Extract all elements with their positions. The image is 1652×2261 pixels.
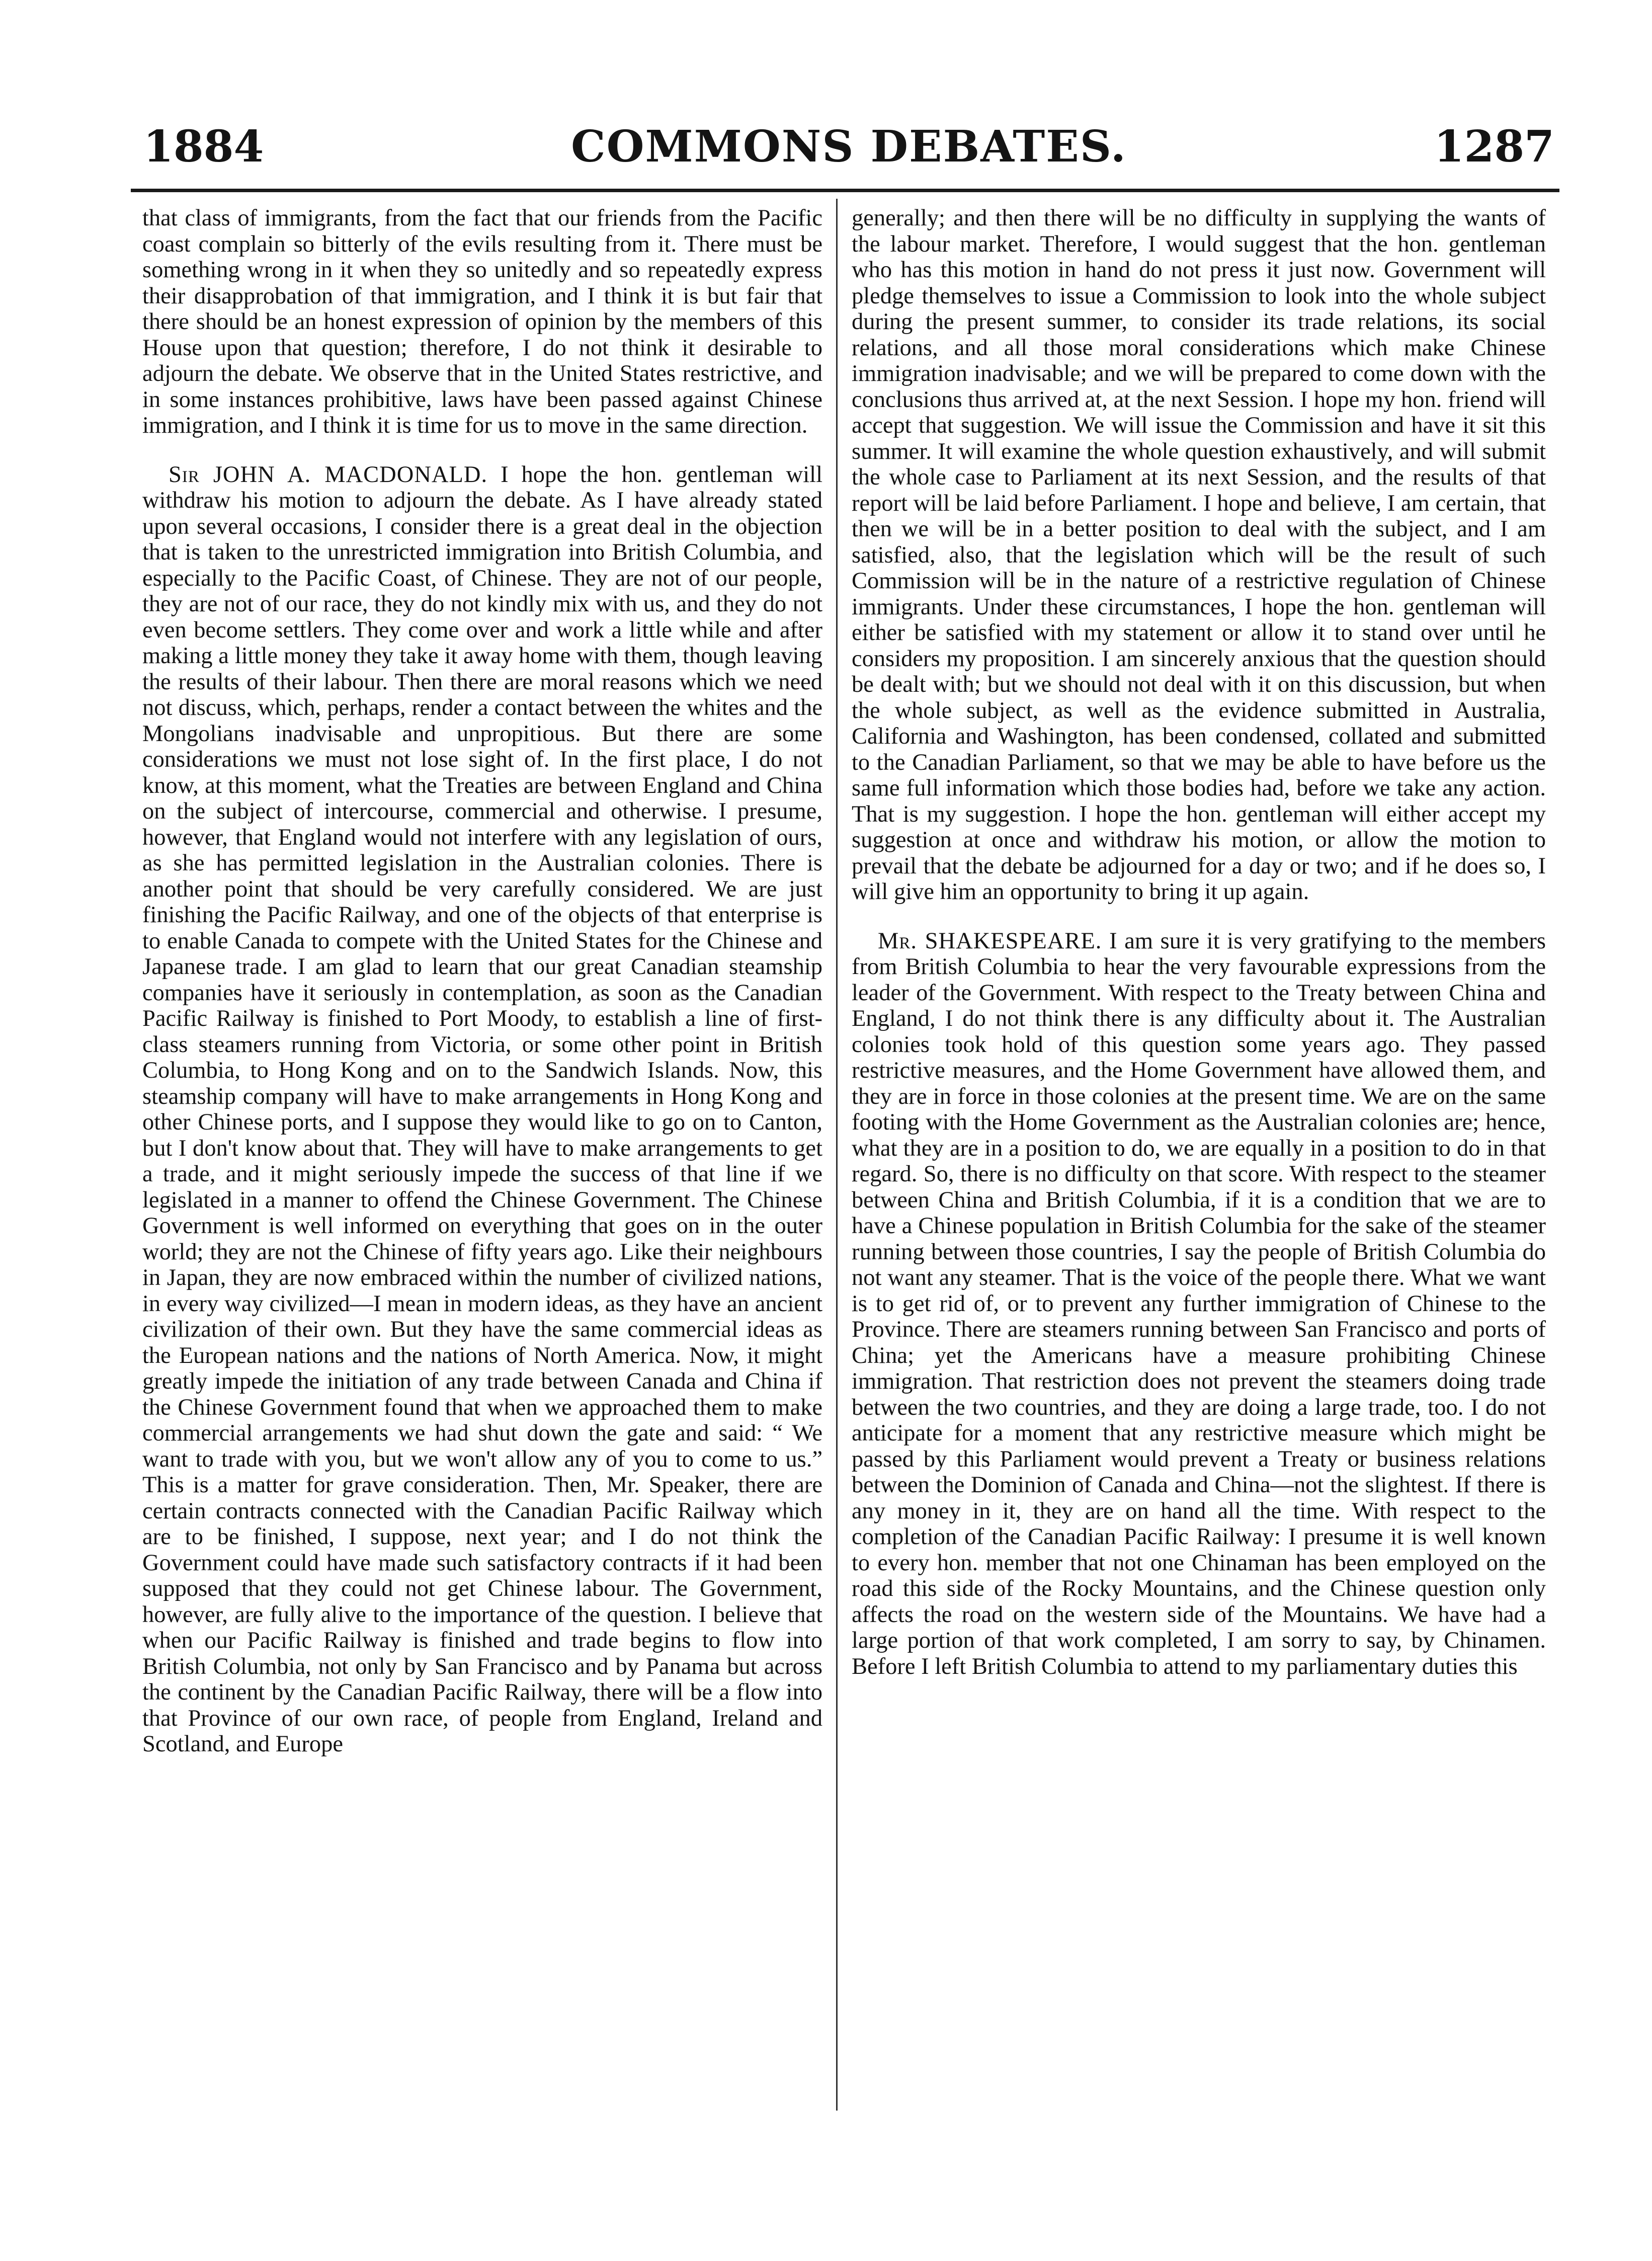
left-continuation-paragraph: that class of immigrants, from the fact that our friends from the Pacific coast complain so bitterly of the evils resulting from it. There must be something wrong in it when they so unitedly and so repeatedly express their disapprobation of that immigration, and I think it is but fair that there should be an honest expression of opinion by the members of this House upon that question; therefore, I do not think it desirable to adjourn the debate. We observe that in the United States restrictive, and in some instances prohibitive, laws have been passed against Chinese immigration, and I think it is time for us to move in the same direction. — [142, 205, 822, 438]
speech-macdonald — [142, 462, 822, 1757]
page-header — [143, 117, 1554, 177]
speaker-name: Mr. SHAKESPEARE. — [878, 928, 1102, 954]
header-page-number: 1287 — [1434, 121, 1554, 172]
speech-text: I hope the hon. gentleman will withdraw his motion to adjourn the debate. As I have already stated upon several occasions, I consider there is a great deal in the objection that is taken to the unrestricted immigration into British Columbia, and especially to the Pacific Coast, of Chinese. They are not of our people, they are not of our race, they do not kindly mix with us, and they do not even become settlers. They come over and work a little while and after making a little money they take it away home with them, though leaving the results of their labour. Then there are moral reasons which we need not discuss, which, perhaps, render a contact between the whites and the Mongolians inadvisable and unpropitious. But there are some considerations we must not lose sight of. In the first place, I do not know, at this moment, what the Treaties are between England and China on the subject of intercourse, commercial and otherwise. I presume, however, that England would not interfere with any legislation of ours, as she has permitted legislation in the Australian colonies. There is another point that should be very carefully considered. We are just finishing the Pacific Railway, and one of the objects of that enterprise is to enable Canada to compete with the United States for the Chinese and Japanese trade. I am glad to learn that our great Canadian steamship companies have it seriously in contemplation, as soon as the Canadian Pacific Railway is finished to Port Moody, to establish a line of first-class steamers running from Victoria, or some other point in British Columbia, to Hong Kong and on to the Sandwich Islands. Now, this steamship company will have to make arrangements in Hong Kong and other Chinese ports, and I suppose they would like to go on to Canton, but I don't know about that. They will have to make arrangements to get a trade, and it might seriously impede the success of that line if we legislated in a manner to offend the Chinese Government. The Chinese Government is well informed on everything that goes on in the outer world; they are not the Chinese of fifty years ago. Like their neighbours in Japan, they are now embraced within the number of civilized nations, in every way civilized—I mean in modern ideas, as they have an ancient civilization of their own. But they have the same commercial ideas as the European nations and the nations of North America. Now, it might greatly impede the initiation of any trade between Canada and China if the Chinese Government found that when we approached them to make commercial arrangements we had shut down the gate and said: “ We want to trade with you, but we won't allow any of you to come to us.” This is a matter for grave consideration. Then, Mr. Speaker, there are certain contracts connected with the Canadian Pacific Railway which are to be finished, I suppose, next year; and I do not think the Government could have made such satisfactory contracts if it had been supposed that they could not get Chinese labour. The Government, however, are fully alive to the importance of the question. I believe that when our Pacific Railway is finished and trade begins to flow into British Columbia, not only by San Francisco and by Panama but across the continent by the Canadian Pacific Railway, there will be a flow into that Province of our own race, of people from England, Ireland and Scotland, and Europe — [142, 461, 822, 1757]
speech-shakespeare — [852, 928, 1546, 1680]
right-column — [852, 205, 1546, 1679]
speech-text: I am sure it is very gratifying to the members from British Columbia to hear the very favourable expressions from the leader of the Government. With respect to the Treaty between China and England, I do not think there is any difficulty about it. The Australian colonies took hold of this question some years ago. They passed restrictive measures, and the Home Government have allowed them, and they are in force in those colonies at the present time. We are on the same footing with the Home Government as the Australian colonies are; hence, what they are in a position to do, we are equally in a position to do in that regard. So, there is no difficulty on that score. With respect to the steamer between China and British Columbia, if it is a condition that we are to have a Chinese population in British Columbia for the sake of the steamer running between those countries, I say the people of British Columbia do not want any steamer. That is the voice of the people there. What we want is to get rid of, or to prevent any further immigration of Chinese to the Province. There are steamers running between San Francisco and ports of China; yet the Americans have a measure prohibiting Chinese immigration. That restriction does not prevent the steamers doing trade between the two countries, and they are doing a large trade, too. I do not anticipate for a moment that any restrictive measure which might be passed by this Parliament would prevent a Treaty or business relations between the Dominion of Canada and China—not the slightest. If there is any money in it, they are on hand all the time. With respect to the completion of the Canadian Pacific Railway: I presume it is well known to every hon. member that not one Chinaman has been employed on the road this side of the Rocky Mountains, and the Chinese question only affects the road on the western side of the Mountains. We have had a large portion of that work completed, I am sorry to say, by Chinamen. Before I left British Columbia to attend to my parliamentary duties this — [852, 928, 1546, 1679]
left-column — [142, 205, 822, 1757]
header-year: 1884 — [143, 121, 264, 172]
header-title: COMMONS DEBATES. — [571, 121, 1127, 172]
header-rule — [131, 189, 1559, 192]
column-divider — [836, 199, 838, 2111]
speaker-name: Sir JOHN A. MACDONALD. — [169, 461, 488, 488]
right-continuation-paragraph: generally; and then there will be no difficulty in supplying the wants of the labour market. Therefore, I would suggest that the hon. gentleman who has this motion in hand do not press it just now. Government will pledge themselves to issue a Commission to look into the whole subject during the present summer, to consider its trade relations, its social relations, and all those moral considerations which make Chinese immigration inadvisable; and we will be prepared to come down with the conclusions thus arrived at, at the next Session. I hope my hon. friend will accept that suggestion. We will issue the Commission and have it sit this summer. It will examine the whole question exhaustively, and will submit the whole case to Parliament at its next Session, and the results of that report will be laid before Parliament. I hope and believe, I am certain, that then we will be in a better position to deal with the subject, and I am satisfied, also, that the legislation which will be the result of such Commission will be in the nature of a restrictive regulation of Chinese immigrants. Under these circumstances, I hope the hon. gentleman will either be satisfied with my statement or allow it to stand over until he considers my proposition. I am sincerely anxious that the question should be dealt with; but we should not deal with it on this discussion, but when the whole subject, as well as the evidence submitted in Australia, California and Washington, has been condensed, collated and submitted to the Canadian Parliament, so that we may be able to have before us the same full information which those bodies had, before we take any action. That is my suggestion. I hope the hon. gentleman will either accept my suggestion at once and withdraw his motion, or allow the motion to prevail that the debate be adjourned for a day or two; and if he does so, I will give him an opportunity to bring it up again. — [852, 205, 1546, 905]
